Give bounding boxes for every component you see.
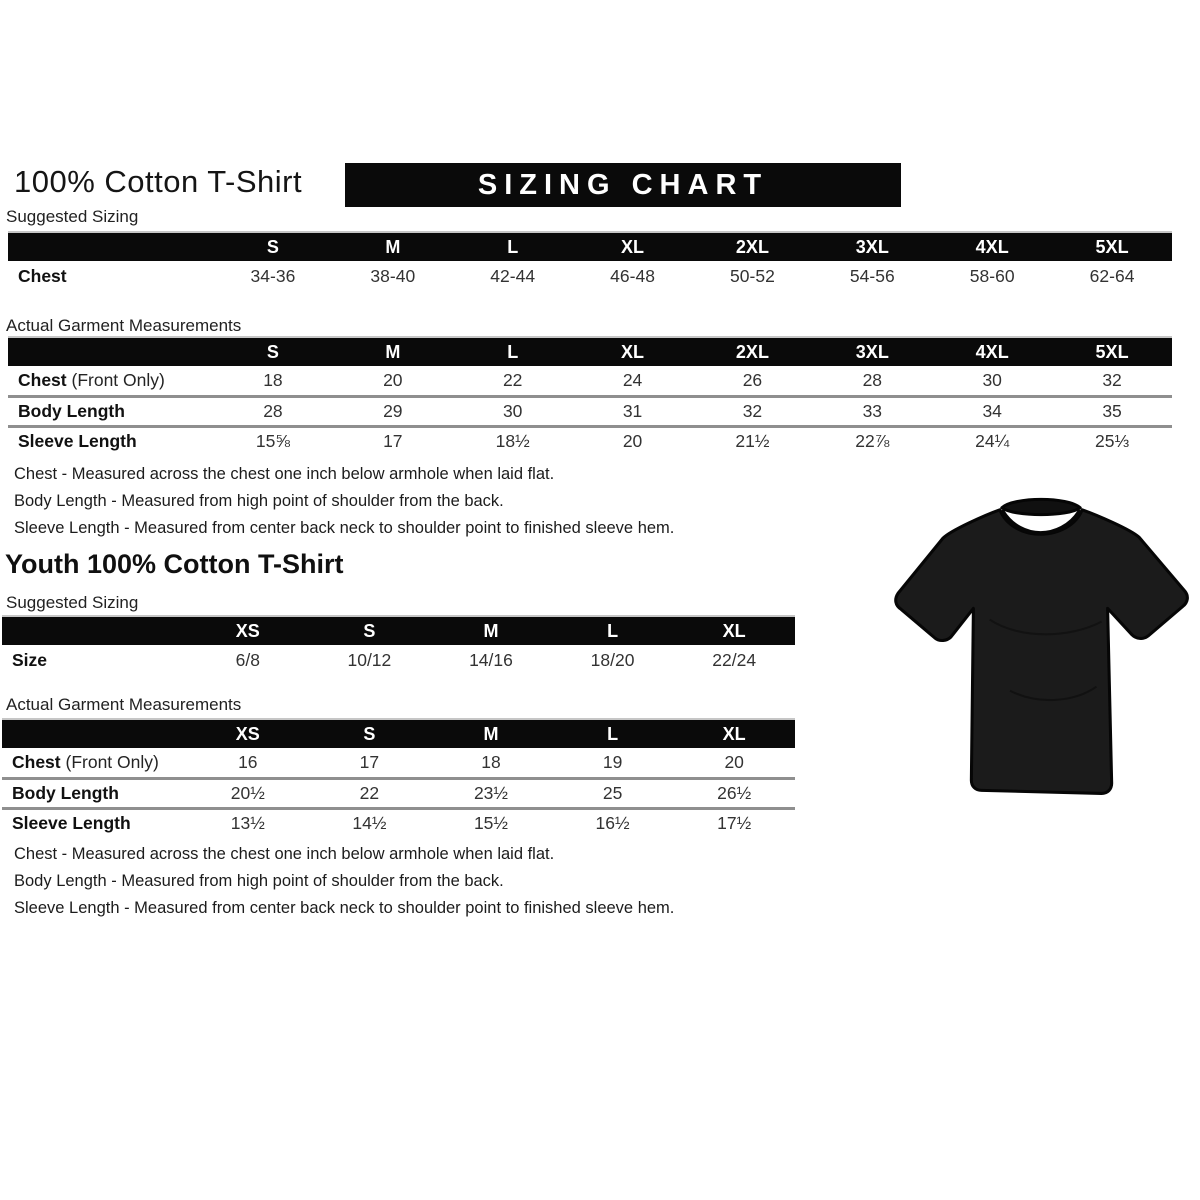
measurement-cell: 18: [263, 369, 283, 390]
measurement-cell: 21½: [735, 431, 770, 452]
size-column-header: 2XL: [693, 337, 813, 366]
measurement-cell: 30: [502, 400, 523, 421]
row-label-column-header: [2, 719, 187, 748]
measurement-cell: 18/20: [590, 649, 635, 670]
measurement-cell: 46-48: [610, 265, 655, 286]
measurement-cell: 16: [238, 751, 258, 772]
measurement-cell: 28: [263, 400, 283, 421]
measurement-cell: 26: [742, 369, 763, 390]
table-row: [8, 366, 1172, 396]
size-column-header: S: [213, 337, 333, 366]
measurement-cell: 14½: [352, 813, 387, 834]
size-column-header: L: [453, 337, 573, 366]
size-column-header: M: [333, 337, 453, 366]
measurement-cell: 14/16: [469, 649, 513, 670]
note-body-length: Body Length - Measured from high point of shoulder from the back.: [14, 872, 504, 890]
size-column-header: M: [430, 719, 552, 748]
measurement-cell: 22⅞: [855, 431, 890, 452]
row-label: Sleeve Length: [18, 431, 137, 452]
measurement-cell: 10/12: [347, 649, 392, 670]
note-sleeve-length: Sleeve Length - Measured from center back neck to shoulder point to finished sleeve hem.: [14, 519, 675, 537]
measurement-cell: 22: [359, 782, 380, 803]
measurement-cell: 15⅝: [255, 431, 290, 452]
measurement-cell: 18½: [495, 431, 530, 452]
size-column-header: 5XL: [1052, 232, 1172, 261]
note-chest: Chest - Measured across the chest one inch below armhole when laid flat.: [14, 465, 555, 483]
measurement-cell: 6/8: [235, 649, 260, 670]
size-column-header: S: [309, 616, 431, 645]
table-row: [2, 748, 795, 778]
size-column-header: S: [309, 719, 431, 748]
adult-garment-measurements-table: [8, 336, 1172, 456]
measurement-cell: 62-64: [1089, 265, 1135, 286]
size-column-header: 3XL: [812, 337, 932, 366]
size-column-header: XL: [573, 337, 693, 366]
measurement-cell: 13½: [230, 813, 265, 834]
size-column-header: L: [552, 719, 674, 748]
adult-suggested-sizing-table: [8, 231, 1172, 291]
measurement-cell: 26½: [717, 782, 752, 803]
size-column-header: 4XL: [932, 232, 1052, 261]
row-label: Size: [12, 649, 48, 670]
size-header-row: [8, 232, 1172, 261]
measurement-cell: 17: [383, 431, 403, 452]
table-row: [2, 808, 795, 838]
measurement-cell: 18: [481, 751, 501, 772]
sizing-chart-banner: [345, 163, 901, 207]
measurement-cell: 29: [383, 400, 403, 421]
tshirt-image: [888, 486, 1193, 804]
measurement-cell: 50-52: [730, 265, 775, 286]
youth-suggested-heading: Suggested Sizing: [6, 593, 139, 612]
measurement-cell: 33: [862, 400, 883, 421]
row-label-column-header: [2, 616, 187, 645]
page-title: 100% Cotton T-Shirt: [14, 164, 303, 199]
size-column-header: L: [453, 232, 573, 261]
measurement-cell: 17½: [717, 813, 752, 834]
row-label: Chest: [18, 265, 67, 286]
youth-garment-measurements-table: [2, 718, 795, 838]
measurement-cell: 19: [602, 751, 623, 772]
note-body-length: Body Length - Measured from high point of shoulder from the back.: [14, 492, 504, 510]
sizing-chart-banner-text: SIZING CHART: [477, 168, 769, 201]
measurement-cell: 15½: [473, 813, 509, 834]
measurement-cell: 25⅓: [1095, 431, 1130, 452]
row-label: Body Length: [12, 782, 119, 803]
size-column-header: XS: [187, 616, 309, 645]
adult-suggested-heading: Suggested Sizing: [6, 207, 139, 226]
row-label: Sleeve Length: [12, 813, 131, 834]
measurement-cell: 28: [862, 369, 883, 390]
row-label: Chest (Front Only): [18, 369, 165, 390]
adult-measurement-notes: [14, 461, 674, 542]
measurement-cell: 20: [622, 431, 643, 452]
measurement-cell: 24¼: [975, 431, 1010, 452]
size-column-header: M: [333, 232, 453, 261]
measurement-cell: 35: [1102, 400, 1122, 421]
youth-actual-heading: Actual Garment Measurements: [6, 695, 242, 714]
youth-suggested-sizing-table: [2, 615, 795, 675]
row-label: Chest (Front Only): [12, 751, 159, 772]
measurement-cell: 32: [1102, 369, 1122, 390]
measurement-cell: 20: [724, 751, 744, 772]
table-row: [2, 645, 795, 675]
measurement-cell: 24: [622, 369, 643, 390]
size-column-header: 2XL: [693, 232, 813, 261]
row-label: Body Length: [18, 400, 125, 421]
measurement-cell: 42-44: [490, 265, 536, 286]
tshirt-graphic: [888, 486, 1193, 804]
size-column-header: M: [430, 616, 552, 645]
size-column-header: L: [552, 616, 674, 645]
row-label-column-header: [8, 337, 213, 366]
measurement-cell: 34-36: [250, 265, 296, 286]
youth-title: Youth 100% Cotton T-Shirt: [5, 549, 344, 579]
size-column-header: 3XL: [812, 232, 932, 261]
youth-measurement-notes: [14, 841, 674, 922]
measurement-cell: 31: [622, 400, 643, 421]
table-row: [8, 261, 1172, 291]
measurement-cell: 22/24: [712, 649, 757, 670]
size-column-header: XS: [187, 719, 309, 748]
size-column-header: 5XL: [1052, 337, 1172, 366]
measurement-cell: 16½: [595, 813, 630, 834]
measurement-cell: 20½: [230, 782, 265, 803]
size-column-header: 4XL: [932, 337, 1052, 366]
size-column-header: XL: [573, 232, 693, 261]
size-column-header: XL: [673, 719, 795, 748]
note-chest: Chest - Measured across the chest one inch below armhole when laid flat.: [14, 845, 555, 863]
measurement-cell: 20: [383, 369, 403, 390]
measurement-cell: 32: [742, 400, 763, 421]
size-column-header: S: [213, 232, 333, 261]
measurement-cell: 34: [982, 400, 1002, 421]
adult-actual-heading: Actual Garment Measurements: [6, 316, 242, 335]
measurement-cell: 54-56: [849, 265, 895, 286]
measurement-cell: 38-40: [370, 265, 416, 286]
measurement-cell: 30: [982, 369, 1002, 390]
table-row: [2, 778, 795, 808]
measurement-cell: 17: [359, 751, 380, 772]
row-label-column-header: [8, 232, 213, 261]
table-row: [8, 426, 1172, 456]
table-row: [8, 396, 1172, 426]
measurement-cell: 22: [502, 369, 523, 390]
size-header-row: [2, 616, 795, 645]
measurement-cell: 23½: [473, 782, 509, 803]
size-header-row: [8, 337, 1172, 366]
size-column-header: XL: [673, 616, 795, 645]
measurement-cell: 25: [602, 782, 623, 803]
size-header-row: [2, 719, 795, 748]
measurement-cell: 58-60: [969, 265, 1015, 286]
note-sleeve-length: Sleeve Length - Measured from center back neck to shoulder point to finished sleeve hem.: [14, 899, 675, 917]
